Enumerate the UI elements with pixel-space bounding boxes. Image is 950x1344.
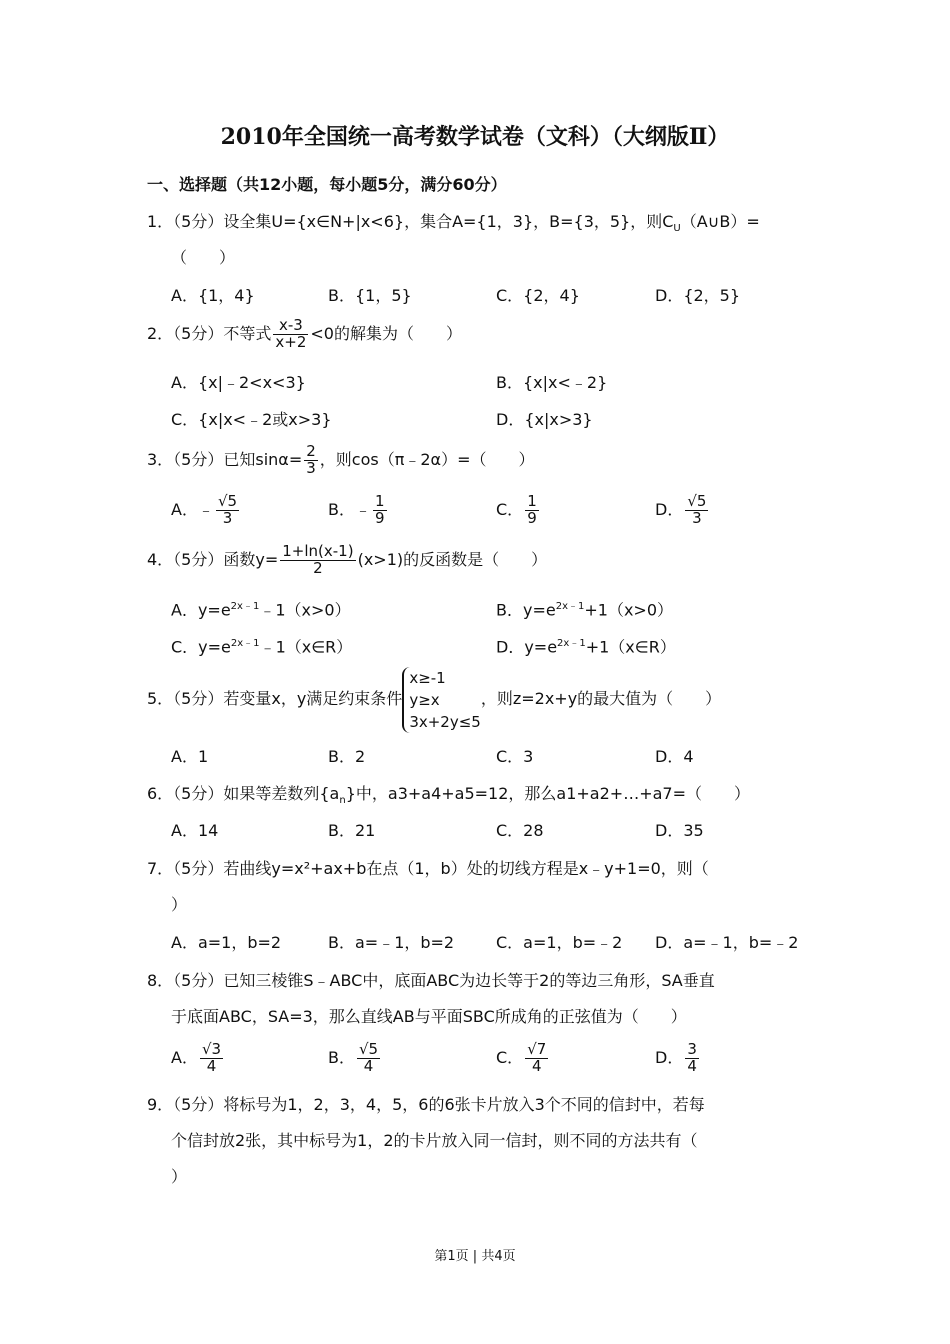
q8-option-c	[496, 1040, 550, 1076]
q1-option-c: C．{2，4}	[496, 286, 580, 305]
q4-post: (x>1)的反函数是（ ）	[357, 550, 548, 569]
q5-option-c: C．3	[496, 747, 534, 766]
q3-a-num: √5	[217, 492, 238, 511]
q3-pre: 3．（5分）已知sinα=	[147, 450, 303, 469]
q3-a-fraction	[216, 494, 239, 527]
q8-continuation: 于底面ABC，SA=3，那么直线AB与平面SBC所成角的正弦值为（ ）	[171, 1007, 687, 1026]
q4-numerator: 1+ln(x-1)	[282, 542, 354, 561]
q1-option-b: B．{1，5}	[328, 286, 412, 305]
q7-option-b: B．a=﹣1，b=2	[328, 933, 455, 952]
q4-option-a	[171, 589, 351, 628]
q4-pre: 4．（5分）函数y=	[147, 550, 279, 569]
section-heading: 一、选择题（共12小题，每小题5分，满分60分）	[147, 175, 507, 194]
q3-fraction	[304, 444, 318, 477]
page-footer: 第1页 | 共4页	[434, 1249, 516, 1264]
q8-d-den: 4	[687, 1057, 697, 1075]
question-3	[147, 442, 535, 478]
q3-d-num: √5	[687, 492, 707, 511]
q4-c-exp: 2x﹣1	[230, 638, 260, 649]
question-5	[147, 664, 721, 734]
q8-c-den: 4	[531, 1057, 542, 1075]
q4-a-base: A．y=e	[171, 600, 231, 620]
q5-post: ，则z=2x+y的最大值为（ ）	[480, 689, 722, 708]
q4-b-rest: +1（x>0）	[584, 600, 674, 620]
q8-b-num: √5	[358, 1040, 379, 1059]
question-7: 7．（5分）若曲线y=x²+ax+b在点（1，b）处的切线方程是x﹣y+1=0，则（	[147, 859, 709, 878]
q3-b-den: 9	[375, 509, 385, 527]
q3-b-sign: ﹣	[354, 500, 371, 519]
q2-numerator: x-3	[273, 318, 308, 335]
q4-b-base: B．y=e	[496, 600, 556, 620]
q5-constraint-3: 3x+2y≤5	[409, 712, 481, 731]
q3-numerator: 2	[306, 442, 316, 461]
q5-constraint-2: y≥x	[409, 690, 440, 709]
q3-c-num: 1	[527, 492, 537, 511]
q3-c-label: C．	[496, 500, 524, 519]
question-2	[147, 316, 462, 352]
q8-d-num: 3	[687, 1040, 697, 1059]
q3-a-label: A．	[171, 500, 198, 519]
q5-option-a: A．1	[171, 747, 209, 766]
q4-d-base: D．y=e	[496, 637, 558, 657]
q3-a-den: 3	[222, 509, 233, 527]
q2-post: <0的解集为（ ）	[310, 324, 462, 343]
q9-continuation-2: ）	[171, 1167, 188, 1186]
q8-a-den: 4	[206, 1057, 217, 1075]
q5-option-d: D．4	[655, 747, 694, 766]
q7-option-d: D．a=﹣1，b=﹣2	[655, 933, 799, 952]
q4-fraction	[280, 544, 355, 577]
q3-denominator: 3	[306, 459, 316, 477]
q7-option-c: C．a=1，b=﹣2	[496, 933, 623, 952]
q8-c-num: √7	[527, 1040, 547, 1059]
q5-constraint-system	[402, 667, 481, 733]
page-title: 2010年全国统一高考数学试卷（文科）（大纲版Ⅱ）	[220, 124, 730, 150]
question-9: 9．（5分）将标号为1，2，3，4，5，6的6张卡片放入3个不同的信封中，若每	[147, 1095, 705, 1114]
q3-c-fraction	[525, 494, 539, 527]
q2-pre: 2．（5分）不等式	[147, 324, 272, 343]
q1-blank: （ ）	[171, 248, 236, 267]
q6-rest: }中，a3+a4+a5=12，那么a1+a2+…+a7=（ ）	[345, 784, 750, 803]
q3-option-a	[171, 492, 241, 528]
q4-b-exp: 2x﹣1	[555, 601, 585, 612]
q3-d-den: 3	[692, 509, 702, 527]
q7-option-a: A．a=1，b=2	[171, 933, 282, 952]
q8-c-fraction	[525, 1042, 548, 1075]
q8-option-a	[171, 1040, 225, 1076]
q5-option-b: B．2	[328, 747, 366, 766]
question-1	[147, 204, 760, 247]
q8-a-num: √3	[201, 1040, 222, 1059]
q6-option-b: B．21	[328, 821, 376, 840]
q8-c-label: C．	[496, 1048, 524, 1067]
q1-option-d: D．{2，5}	[655, 286, 741, 305]
q4-d-exp: 2x﹣1	[557, 638, 586, 649]
q6-subscript: n	[339, 795, 346, 807]
q2-option-c: C．{x|x<﹣2或x>3}	[171, 410, 332, 429]
q6-text: 6．（5分）如果等差数列{a	[147, 784, 340, 803]
q4-denominator: 2	[313, 559, 323, 577]
q8-d-label: D．	[655, 1048, 684, 1067]
q6-option-a: A．14	[171, 821, 219, 840]
q8-a-label: A．	[171, 1048, 198, 1067]
q3-b-fraction	[373, 494, 387, 527]
q3-post: ，则cos（π﹣2α）=（ ）	[319, 450, 535, 469]
q3-a-sign: ﹣	[197, 500, 214, 519]
q9-continuation-1: 个信封放2张，其中标号为1，2的卡片放入同一信封，则不同的方法共有（	[171, 1131, 698, 1150]
q3-option-c	[496, 492, 541, 528]
q4-option-d	[496, 626, 676, 665]
q1-option-a: A．{1，4}	[171, 286, 255, 305]
q3-b-num: 1	[375, 492, 385, 511]
q8-option-b	[328, 1040, 382, 1076]
q3-option-d	[655, 492, 710, 528]
question-8: 8．（5分）已知三棱锥S﹣ABC中，底面ABC为边长等于2的等边三角形，SA垂直	[147, 971, 715, 990]
q2-fraction	[273, 318, 308, 351]
q4-option-c	[171, 626, 352, 665]
q5-pre: 5．（5分）若变量x，y满足约束条件	[147, 689, 403, 708]
q1-text: 1．（5分）设全集U={x∈N+|x<6}，集合A={1，3}，B={3，5}，则C	[147, 212, 674, 231]
q6-option-c: C．28	[496, 821, 544, 840]
q2-option-d: D．{x|x>3}	[496, 410, 593, 429]
q4-option-b	[496, 589, 673, 628]
q1-tail: （A∪B）=	[680, 212, 760, 231]
q3-option-b	[328, 492, 389, 528]
q4-c-rest: ﹣1（x∈R）	[259, 637, 353, 657]
q2-denominator: x+2	[275, 333, 307, 351]
q3-d-fraction	[685, 494, 708, 527]
q8-b-label: B．	[328, 1048, 355, 1067]
q2-option-b: B．{x|x<﹣2}	[496, 373, 608, 392]
q8-a-fraction	[200, 1042, 223, 1075]
q6-option-d: D．35	[655, 821, 704, 840]
q4-a-exp: 2x﹣1	[230, 601, 260, 612]
q2-option-a: A．{x|﹣2<x<3}	[171, 373, 306, 392]
q3-d-label: D．	[655, 500, 684, 519]
question-4	[147, 542, 547, 578]
q7-continuation: ）	[171, 895, 188, 914]
q4-c-base: C．y=e	[171, 637, 231, 657]
q4-d-rest: +1（x∈R）	[585, 637, 676, 657]
q8-b-den: 4	[363, 1057, 374, 1075]
q5-constraint-1: x≥-1	[409, 668, 446, 687]
q8-d-fraction	[685, 1042, 699, 1075]
q3-b-label: B．	[328, 500, 355, 519]
q1-subscript: U	[673, 223, 681, 235]
q8-option-d	[655, 1040, 701, 1076]
q8-b-fraction	[357, 1042, 380, 1075]
q4-a-rest: ﹣1（x>0）	[259, 600, 351, 620]
q3-c-den: 9	[527, 509, 537, 527]
